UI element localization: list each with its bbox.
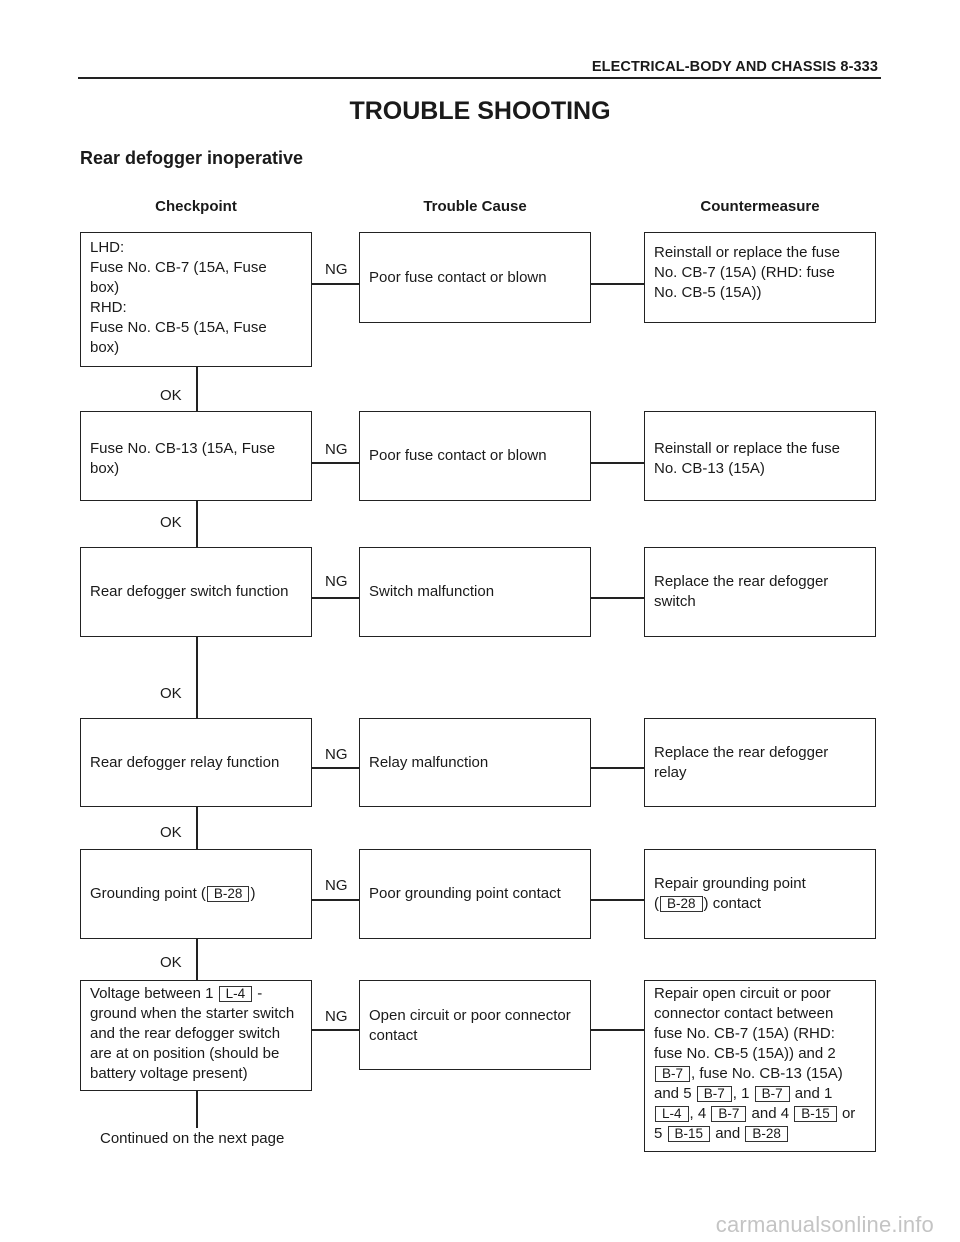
- connector-tag: B-7: [697, 1086, 732, 1102]
- column-header-cause: Trouble Cause: [423, 198, 527, 215]
- connector-tag: B-15: [794, 1106, 837, 1122]
- countermeasure-box-4: [644, 718, 876, 807]
- cause-box-4: [359, 718, 591, 807]
- countermeasure-box-2: [644, 411, 876, 501]
- ok-label: OK: [160, 824, 182, 841]
- checkpoint-text: Voltage between 1: [90, 985, 218, 1002]
- checkpoint-line: box): [90, 339, 120, 356]
- countermeasure-text: ) contact: [703, 895, 762, 912]
- checkpoint-line: Rear defogger switch function: [90, 583, 289, 600]
- ok-label: OK: [160, 514, 182, 531]
- ng-connector-line: [312, 899, 359, 901]
- countermeasure-line: [654, 1124, 866, 1144]
- checkpoint-line: and the rear defogger switch: [90, 1025, 281, 1042]
- countermeasure-box-5: [644, 849, 876, 939]
- checkpoint-line: are at on position (should be: [90, 1045, 280, 1062]
- ng-connector-line: [312, 462, 359, 464]
- connector-tag: L-4: [655, 1106, 689, 1122]
- cause-connector-line: [591, 597, 644, 599]
- checkpoint-line: [90, 884, 302, 904]
- countermeasure-line: Repair grounding point: [654, 875, 806, 892]
- ng-connector-line: [312, 767, 359, 769]
- countermeasure-line: No. CB-5 (15A)): [654, 284, 762, 301]
- checkpoint-line: battery voltage present): [90, 1065, 248, 1082]
- header-title: ELECTRICAL-BODY AND CHASSIS 8-333: [591, 59, 878, 75]
- ok-connector-line: [196, 367, 198, 411]
- cause-box-1: [359, 232, 591, 323]
- connector-tag: L-4: [219, 986, 253, 1002]
- checkpoint-box-3: [80, 547, 312, 637]
- cause-connector-line: [591, 283, 644, 285]
- countermeasure-line: No. CB-13 (15A): [654, 460, 765, 477]
- cause-text: Poor fuse contact or blown: [369, 447, 547, 464]
- countermeasure-line: Replace the rear defogger: [654, 573, 829, 590]
- cause-text: contact: [369, 1027, 418, 1044]
- countermeasure-text: or: [837, 1105, 856, 1122]
- connector-tag: B-28: [745, 1126, 788, 1142]
- cause-text: Switch malfunction: [369, 583, 495, 600]
- continued-note: Continued on the next page: [100, 1130, 285, 1147]
- countermeasure-line: [654, 1064, 866, 1084]
- checkpoint-box-2: [80, 411, 312, 501]
- countermeasure-text: 5: [654, 1125, 667, 1142]
- checkpoint-line: Fuse No. CB-5 (15A, Fuse: [90, 319, 267, 336]
- checkpoint-line: box): [90, 279, 120, 296]
- cause-box-3: [359, 547, 591, 637]
- countermeasure-line: Reinstall or replace the fuse: [654, 244, 840, 261]
- countermeasure-line: [654, 1084, 866, 1104]
- countermeasure-box-3: [644, 547, 876, 637]
- ng-label: NG: [325, 441, 348, 458]
- countermeasure-text: and 4: [747, 1105, 794, 1122]
- cause-text: Poor fuse contact or blown: [369, 268, 547, 286]
- ng-label: NG: [325, 1008, 348, 1025]
- countermeasure-line: relay: [654, 764, 687, 781]
- countermeasure-line: No. CB-7 (15A) (RHD: fuse: [654, 264, 835, 281]
- ng-label: NG: [325, 877, 348, 894]
- countermeasure-line: Replace the rear defogger: [654, 744, 829, 761]
- checkpoint-box-4: [80, 718, 312, 807]
- countermeasure-text: , 4: [689, 1105, 711, 1122]
- connector-tag: B-7: [755, 1086, 790, 1102]
- cause-text: Open circuit or poor connector: [369, 1007, 571, 1024]
- countermeasure-line: fuse No. CB-7 (15A) (RHD:: [654, 1025, 835, 1042]
- connector-tag: B-7: [711, 1106, 746, 1122]
- ok-connector-line: [196, 939, 198, 980]
- cause-text: Relay malfunction: [369, 753, 489, 771]
- cause-connector-line: [591, 767, 644, 769]
- countermeasure-text: , 1: [732, 1085, 754, 1102]
- ng-connector-line: [312, 597, 359, 599]
- header-rule: [78, 77, 881, 79]
- ng-connector-line: [312, 283, 359, 285]
- checkpoint-line: Fuse No. CB-13 (15A, Fuse: [90, 440, 276, 457]
- connector-tag: B-15: [668, 1126, 711, 1142]
- cause-connector-line: [591, 462, 644, 464]
- checkpoint-line: LHD:: [90, 239, 125, 256]
- countermeasure-line: fuse No. CB-5 (15A)) and 2: [654, 1045, 836, 1062]
- ok-connector-line: [196, 637, 198, 718]
- continue-connector-line: [196, 1091, 198, 1128]
- column-header-checkpoint: Checkpoint: [155, 198, 237, 215]
- ok-label: OK: [160, 387, 182, 404]
- countermeasure-line: switch: [654, 593, 696, 610]
- checkpoint-line: ground when the starter switch: [90, 1005, 295, 1022]
- ok-connector-line: [196, 807, 198, 849]
- countermeasure-line: [654, 894, 866, 914]
- ng-label: NG: [325, 573, 348, 590]
- ok-connector-line: [196, 501, 198, 547]
- connector-tag: B-7: [655, 1066, 690, 1082]
- column-header-countermeasure: Countermeasure: [700, 198, 820, 215]
- checkpoint-line: box): [90, 460, 120, 477]
- countermeasure-text: and: [711, 1125, 745, 1142]
- countermeasure-line: connector contact between: [654, 1005, 834, 1022]
- checkpoint-line: [90, 984, 302, 1004]
- cause-connector-line: [591, 899, 644, 901]
- countermeasure-line: [654, 1104, 866, 1124]
- ok-label: OK: [160, 954, 182, 971]
- countermeasure-line: Reinstall or replace the fuse: [654, 440, 840, 457]
- page-subtitle: Rear defogger inoperative: [80, 148, 304, 168]
- cause-box-6: [359, 980, 591, 1070]
- cause-connector-line: [591, 1029, 644, 1031]
- countermeasure-text: and 5: [654, 1085, 696, 1102]
- ng-label: NG: [325, 746, 348, 763]
- countermeasure-box-1: [644, 232, 876, 323]
- countermeasure-box-6: [644, 980, 876, 1152]
- checkpoint-line: RHD:: [90, 299, 127, 316]
- checkpoint-text: ): [250, 885, 256, 902]
- countermeasure-text: (: [654, 895, 659, 912]
- checkpoint-box-5: [80, 849, 312, 939]
- cause-box-5: [359, 849, 591, 939]
- page-title: TROUBLE SHOOTING: [349, 97, 611, 125]
- checkpoint-text: Grounding point (: [90, 885, 206, 902]
- connector-tag: B-28: [660, 896, 703, 912]
- ok-label: OK: [160, 685, 182, 702]
- watermark: carmanualsonline.info: [715, 1212, 934, 1237]
- cause-text: Poor grounding point contact: [369, 885, 561, 902]
- cause-box-2: [359, 411, 591, 501]
- checkpoint-box-1: [80, 232, 312, 367]
- ng-connector-line: [312, 1029, 359, 1031]
- connector-tag: B-28: [207, 886, 250, 902]
- countermeasure-text: and 1: [790, 1085, 833, 1102]
- countermeasure-text: , fuse No. CB-13 (15A): [691, 1065, 843, 1082]
- checkpoint-box-6: [80, 980, 312, 1091]
- countermeasure-line: Repair open circuit or poor: [654, 985, 831, 1002]
- ng-label: NG: [325, 261, 348, 278]
- checkpoint-line: Rear defogger relay function: [90, 753, 280, 771]
- checkpoint-line: Fuse No. CB-7 (15A, Fuse: [90, 259, 267, 276]
- checkpoint-text: -: [253, 985, 263, 1002]
